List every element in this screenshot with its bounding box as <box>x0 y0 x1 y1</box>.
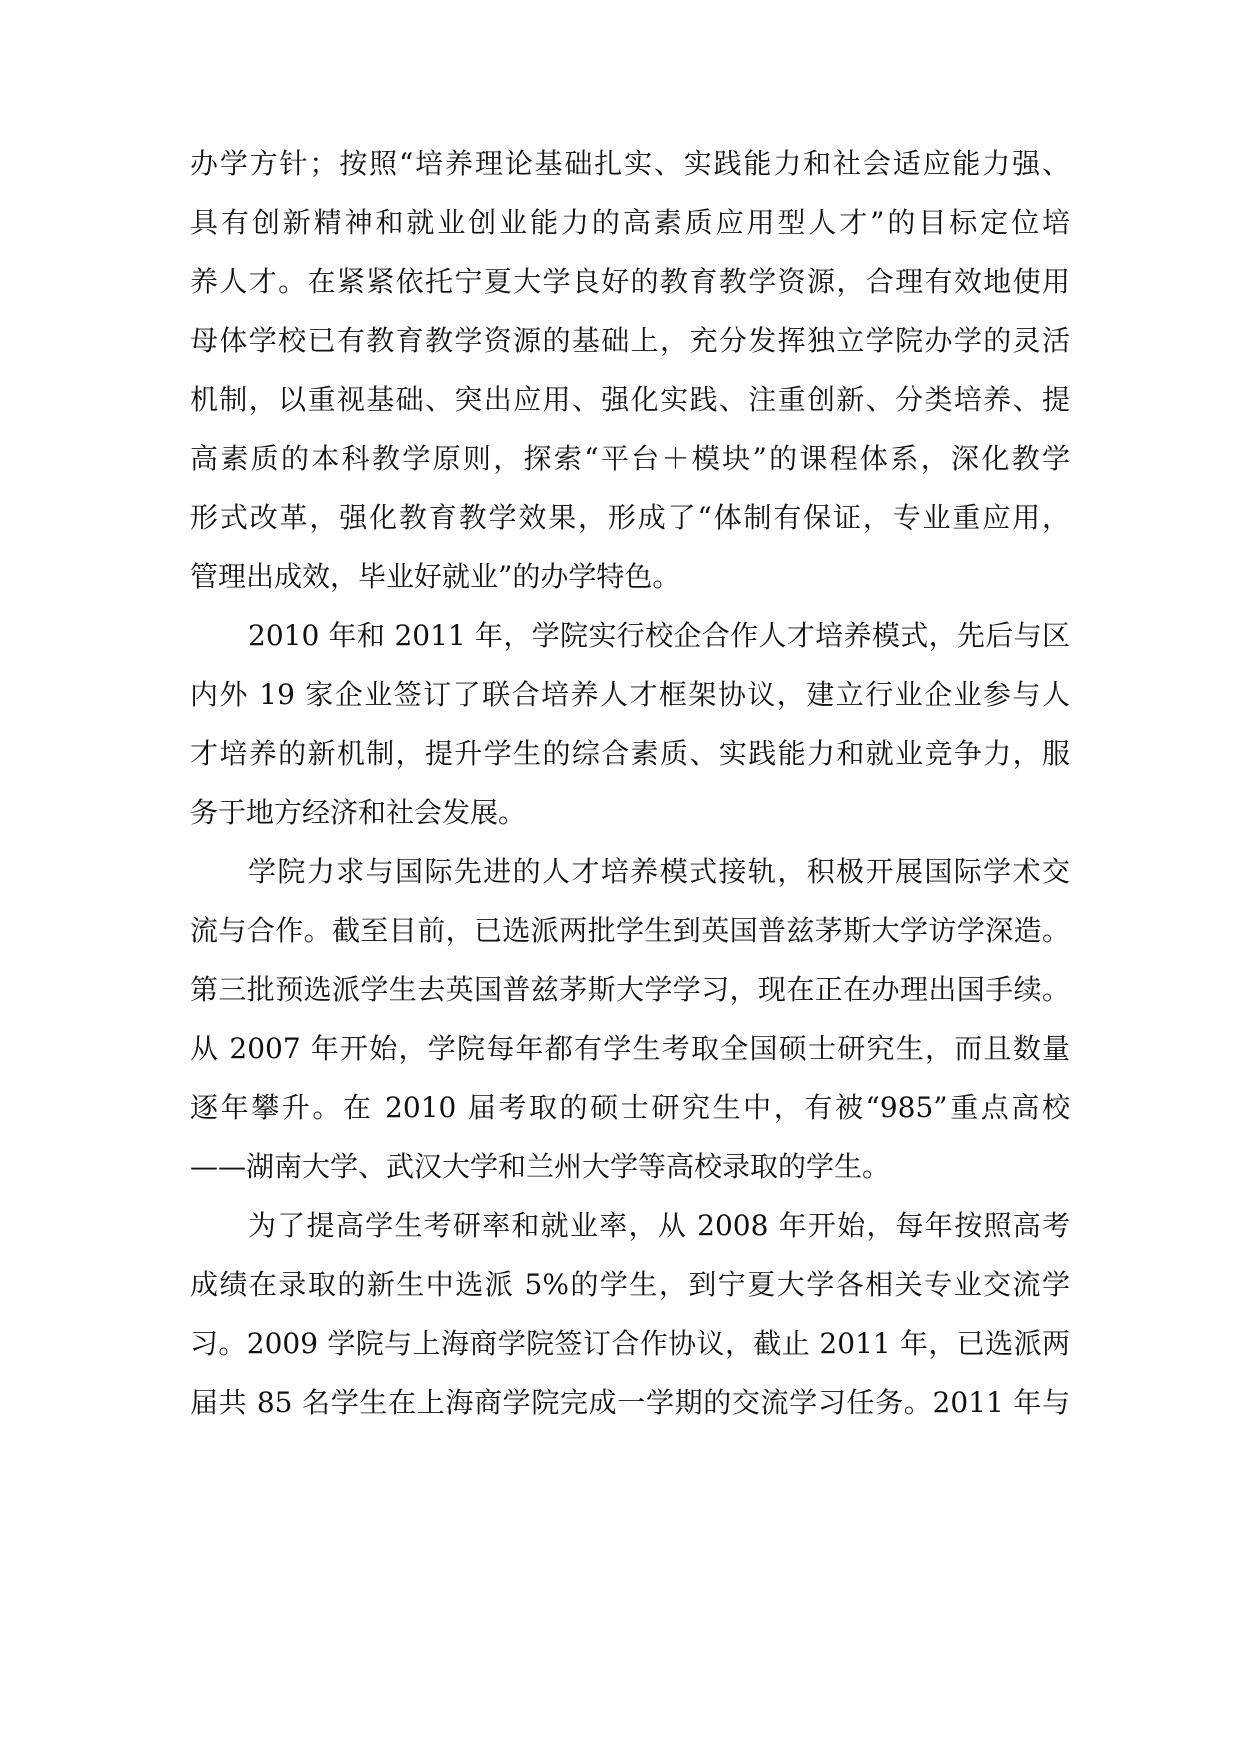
text-line: 逐年攀升。在 2010 届考取的硕士研究生中，有被“985”重点高校 <box>190 1091 1070 1124</box>
text-line: 第三批预选派学生去英国普兹茅斯大学学习，现在正在办理出国手续。 <box>190 973 1070 1006</box>
text-line: 从 2007 年开始，学院每年都有学生考取全国硕士研究生，而且数量 <box>190 1032 1070 1065</box>
text-line: 成绩在录取的新生中选派 5%的学生，到宁夏大学各相关专业交流学 <box>190 1268 1070 1301</box>
text-line: 流与合作。截至目前，已选派两批学生到英国普兹茅斯大学访学深造。 <box>190 914 1070 947</box>
text-line: 形式改革，强化教育教学效果，形成了“体制有保证，专业重应用， <box>190 501 1070 534</box>
paragraph-first-line: 为了提高学生考研率和就业率，从 2008 年开始，每年按照高考 <box>248 1209 1070 1242</box>
text-line: 高素质的本科教学原则，探索“平台＋模块”的课程体系，深化教学 <box>190 442 1070 475</box>
text-line: 养人才。在紧紧依托宁夏大学良好的教育教学资源，合理有效地使用 <box>190 265 1070 298</box>
text-line: 办学方针；按照“培养理论基础扎实、实践能力和社会适应能力强、 <box>190 147 1070 180</box>
paragraph-first-line: 2010 年和 2011 年，学院实行校企合作人才培养模式，先后与区 <box>248 619 1070 652</box>
paragraph-first-line: 学院力求与国际先进的人才培养模式接轨，积极开展国际学术交 <box>248 855 1070 888</box>
text-line: 内外 19 家企业签订了联合培养人才框架协议，建立行业企业参与人 <box>190 678 1070 711</box>
text-line: 届共 85 名学生在上海商学院完成一学期的交流学习任务。2011 年与 <box>190 1386 1070 1419</box>
text-line: 具有创新精神和就业创业能力的高素质应用型人才”的目标定位培 <box>190 206 1070 239</box>
text-line: 管理出成效，毕业好就业”的办学特色。 <box>190 560 681 593</box>
text-line: 习。2009 学院与上海商学院签订合作协议，截止 2011 年，已选派两 <box>190 1327 1070 1360</box>
text-line: 务于地方经济和社会发展。 <box>190 796 527 829</box>
text-line: 机制，以重视基础、突出应用、强化实践、注重创新、分类培养、提 <box>190 383 1070 416</box>
text-line: 才培养的新机制，提升学生的综合素质、实践能力和就业竞争力，服 <box>190 737 1070 770</box>
text-line: ——湖南大学、武汉大学和兰州大学等高校录取的学生。 <box>190 1150 891 1183</box>
text-line: 母体学校已有教育教学资源的基础上，充分发挥独立学院办学的灵活 <box>190 324 1070 357</box>
